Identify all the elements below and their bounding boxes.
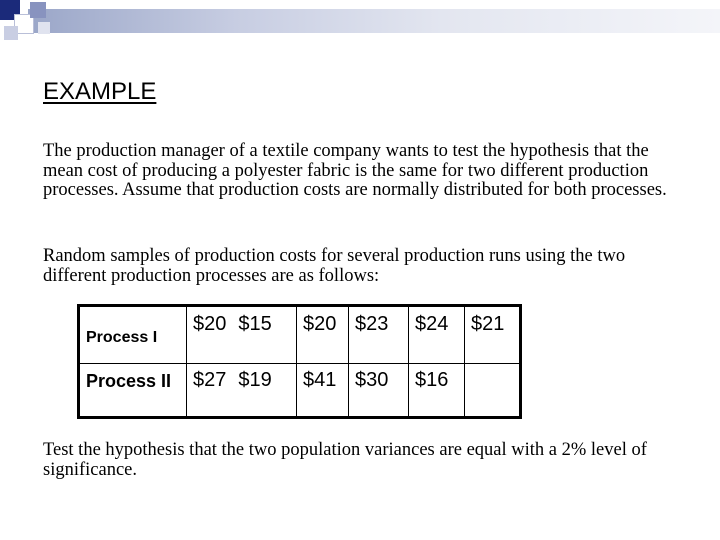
table-cell: $41: [297, 364, 349, 418]
table-cell: $21: [465, 306, 521, 364]
decor-square: [38, 22, 50, 34]
header-decoration-bar: [28, 9, 720, 33]
header-decoration-squares: [0, 0, 60, 45]
cost-value: $27: [193, 369, 227, 391]
slide-title: EXAMPLE: [43, 78, 157, 105]
table-cell: $20: [297, 306, 349, 364]
table-cell: [187, 306, 297, 364]
table-cell: [465, 364, 521, 418]
sample-description: Random samples of production costs for several production runs using the two different production processes are as follows:: [43, 246, 626, 286]
cost-value: $15: [238, 313, 272, 335]
table-cell: $16: [409, 364, 465, 418]
cost-value: $19: [238, 369, 272, 391]
table-cell: $24: [409, 306, 465, 364]
table-cell: $23: [349, 306, 409, 364]
problem-statement: The production manager of a textile company wants to test the hypothesis that the mean cost of producing a polyester fabric is the same for two different production processes. Assume that production costs are normally distributed for both processes.: [43, 141, 667, 200]
table-row: [79, 306, 521, 364]
decor-square: [4, 26, 18, 40]
table-row: [79, 364, 521, 418]
task-statement: Test the hypothesis that the two population variances are equal with a 2% level of significance.: [43, 440, 647, 480]
table-cell: $30: [349, 364, 409, 418]
row-label: Process I: [79, 306, 187, 364]
cost-value: $20: [193, 313, 227, 335]
table-cell: [187, 364, 297, 418]
production-cost-table: [77, 304, 522, 419]
row-label: Process II: [79, 364, 187, 418]
decor-square: [30, 2, 46, 18]
